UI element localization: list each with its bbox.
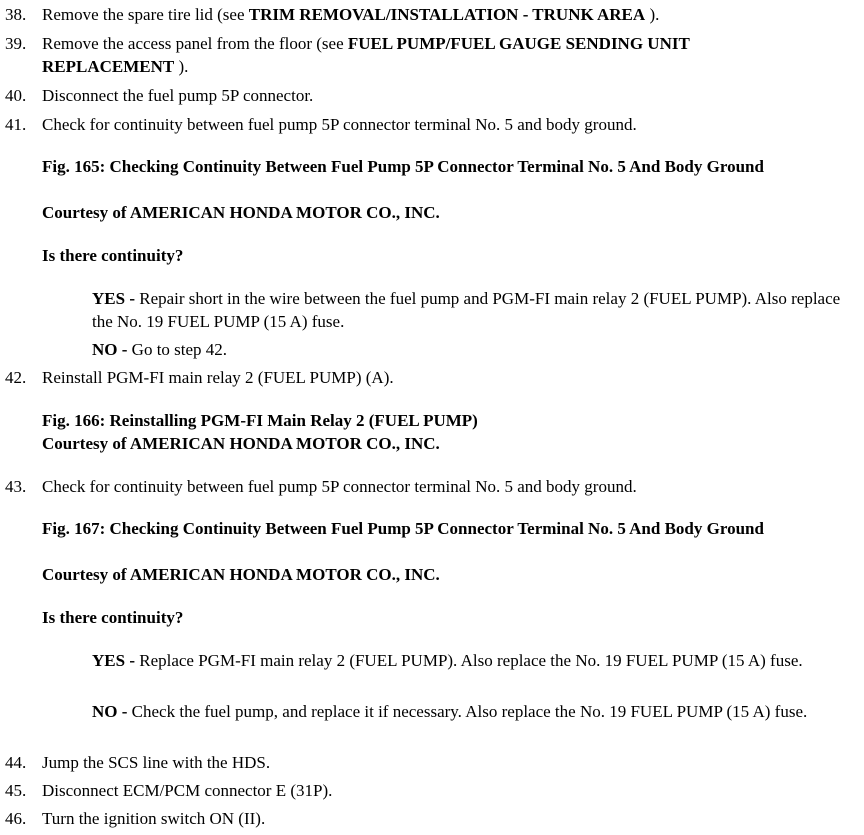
answer-no xyxy=(92,700,832,723)
figure-165-caption: Fig. 165: Checking Continuity Between Fuel Pump 5P Connector Terminal No. 5 And Body Ground xyxy=(42,157,764,176)
step-text: Disconnect the fuel pump 5P connector. xyxy=(42,86,314,105)
figure-166-courtesy: Courtesy of AMERICAN HONDA MOTOR CO., INC. xyxy=(42,434,440,453)
step-number: 43. xyxy=(5,477,27,496)
question: Is there continuity? xyxy=(42,608,184,627)
step-number: 41. xyxy=(5,115,27,134)
step-number: 40. xyxy=(5,86,27,105)
answer-text: Replace PGM-FI main relay 2 (FUEL PUMP). Also replace the No. 19 FUEL PUMP (15 A) fuse. xyxy=(139,651,803,670)
answer-text: Check the fuel pump, and replace it if necessary. Also replace the No. 19 FUEL PUMP (15 A) fuse. xyxy=(131,702,808,721)
step-text: Remove the spare tire lid (see xyxy=(42,5,249,24)
step-text: Disconnect ECM/PCM connector E (31P). xyxy=(42,781,333,800)
figure-167-courtesy: Courtesy of AMERICAN HONDA MOTOR CO., INC. xyxy=(42,565,440,584)
step-text-end: ). xyxy=(174,57,189,76)
answer-yes xyxy=(92,287,857,333)
step-text: Jump the SCS line with the HDS. xyxy=(42,753,271,772)
figure-165-courtesy: Courtesy of AMERICAN HONDA MOTOR CO., INC. xyxy=(42,203,440,222)
step-number: 45. xyxy=(5,781,27,800)
step-number: 42. xyxy=(5,368,27,387)
no-label: NO - xyxy=(92,702,132,721)
question: Is there continuity? xyxy=(42,246,184,265)
step-text: Check for continuity between fuel pump 5P connector terminal No. 5 and body ground. xyxy=(42,115,637,134)
answer-text: Go to step 42. xyxy=(131,340,228,359)
no-label: NO - xyxy=(92,340,132,359)
answer-yes xyxy=(92,649,857,672)
figure-167-caption: Fig. 167: Checking Continuity Between Fuel Pump 5P Connector Terminal No. 5 And Body Ground xyxy=(42,519,764,538)
step-text: Check for continuity between fuel pump 5P connector terminal No. 5 and body ground. xyxy=(42,477,637,496)
step-text: Turn the ignition switch ON (II). xyxy=(42,809,266,828)
step-number: 38. xyxy=(5,5,27,24)
step-number: 39. xyxy=(5,34,27,53)
figure-166-caption: Fig. 166: Reinstalling PGM-FI Main Relay 2 (FUEL PUMP) xyxy=(42,411,478,430)
step-number: 44. xyxy=(5,753,27,772)
fuel-pump-replacement-link[interactable]: FUEL PUMP/FUEL GAUGE SENDING UNIT REPLACEMENT xyxy=(42,34,690,76)
step-text: Reinstall PGM-FI main relay 2 (FUEL PUMP) (A). xyxy=(42,368,394,387)
yes-label: YES - xyxy=(92,289,140,308)
answer-no xyxy=(92,338,857,361)
trim-removal-link[interactable]: TRIM REMOVAL/INSTALLATION - TRUNK AREA xyxy=(248,5,646,24)
step-text: Remove the access panel from the floor (see xyxy=(42,34,348,53)
step-number: 46. xyxy=(5,809,27,828)
answer-text: Repair short in the wire between the fuel pump and PGM-FI main relay 2 (FUEL PUMP). Also replace the No. 19 FUEL PUMP (15 A) fuse. xyxy=(92,289,841,331)
yes-label: YES - xyxy=(92,651,140,670)
step-text-end: ). xyxy=(645,5,660,24)
